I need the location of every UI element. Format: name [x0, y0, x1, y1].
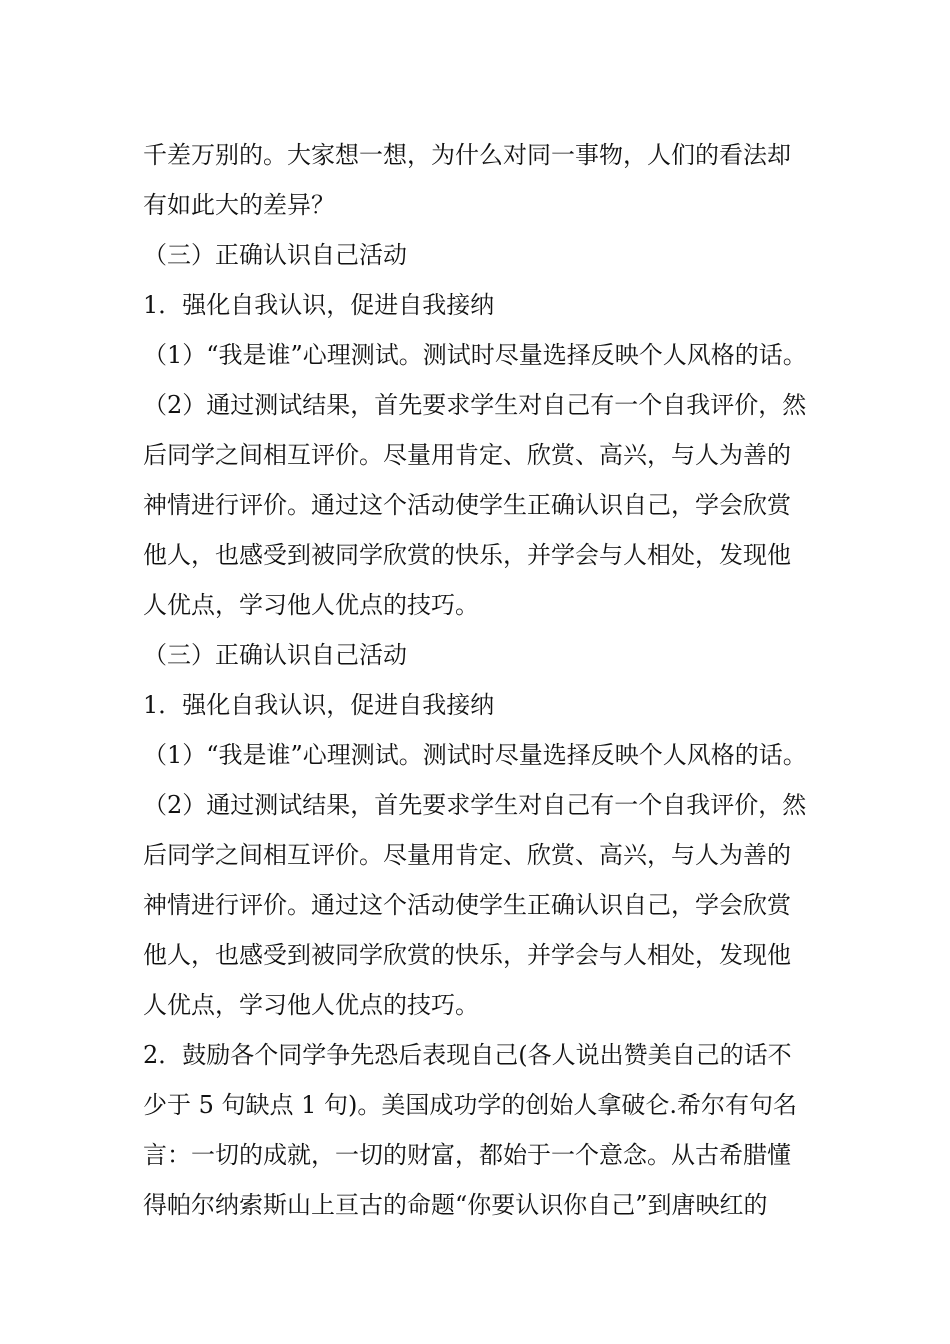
section-heading: （三）正确认识自己活动: [143, 641, 407, 669]
text-line: 后同学之间相互评价。尽量用肯定、欣赏、高兴，与人为善的: [143, 841, 791, 869]
text-line: 他人，也感受到被同学欣赏的快乐，并学会与人相处，发现他: [143, 941, 791, 969]
subsection-heading: 1．强化自我认识，促进自我接纳: [143, 291, 495, 319]
text-line: 少于 5 句缺点 1 句)。美国成功学的创始人拿破仑.希尔有句名: [143, 1091, 798, 1119]
text-line: 后同学之间相互评价。尽量用肯定、欣赏、高兴，与人为善的: [143, 441, 791, 469]
text-line: 他人，也感受到被同学欣赏的快乐，并学会与人相处，发现他: [143, 541, 791, 569]
text-line: 神情进行评价。通过这个活动使学生正确认识自己，学会欣赏: [143, 491, 791, 519]
text-line: 人优点，学习他人优点的技巧。: [143, 991, 479, 1019]
text-line: 千差万别的。大家想一想，为什么对同一事物，人们的看法却: [143, 141, 791, 169]
text-line: （1）“我是谁”心理测试。测试时尽量选择反映个人风格的话。: [143, 741, 807, 769]
text-line: 有如此大的差异？: [143, 191, 335, 219]
subsection-heading: 1．强化自我认识，促进自我接纳: [143, 691, 495, 719]
document-body: [143, 130, 823, 1230]
text-line: 人优点，学习他人优点的技巧。: [143, 591, 479, 619]
text-line: 得帕尔纳索斯山上亘古的命题“你要认识你自己”到唐映红的: [143, 1191, 768, 1219]
subsection-heading: 2．鼓励各个同学争先恐后表现自己(各人说出赞美自己的话不: [143, 1041, 792, 1069]
text-line: 言：一切的成就，一切的财富，都始于一个意念。从古希腊懂: [143, 1141, 791, 1169]
section-heading: （三）正确认识自己活动: [143, 241, 407, 269]
text-line: （2）通过测试结果，首先要求学生对自己有一个自我评价，然: [143, 391, 807, 419]
text-line: （1）“我是谁”心理测试。测试时尽量选择反映个人风格的话。: [143, 341, 807, 369]
text-line: 神情进行评价。通过这个活动使学生正确认识自己，学会欣赏: [143, 891, 791, 919]
text-line: （2）通过测试结果，首先要求学生对自己有一个自我评价，然: [143, 791, 807, 819]
